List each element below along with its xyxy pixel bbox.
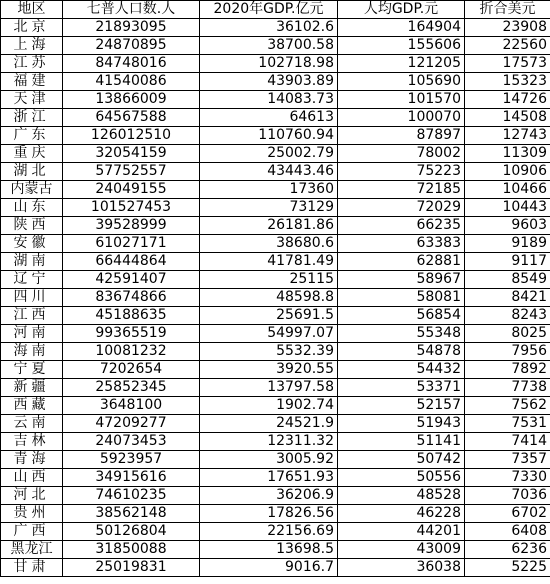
cell-usd[interactable]: 17573 (465, 55, 550, 73)
cell-usd[interactable]: 8549 (465, 271, 550, 289)
cell-usd[interactable]: 8421 (465, 289, 550, 307)
cell-gdp-per-capita[interactable]: 53371 (338, 379, 465, 397)
table-row (1, 289, 550, 307)
cell-gdp[interactable]: 1902.74 (200, 397, 338, 415)
cell-gdp[interactable]: 38680.6 (200, 235, 338, 253)
cell-population[interactable]: 25019831 (63, 559, 200, 577)
cell-region[interactable]: 江苏 (1, 55, 63, 73)
cell-region[interactable]: 西藏 (1, 397, 63, 415)
cell-gdp[interactable]: 43903.89 (200, 73, 338, 91)
cell-population[interactable]: 84748016 (63, 55, 200, 73)
cell-region[interactable]: 四川 (1, 289, 63, 307)
table-body (1, 19, 550, 577)
cell-gdp-per-capita[interactable]: 101570 (338, 91, 465, 109)
cell-usd[interactable]: 7330 (465, 469, 550, 487)
cell-gdp[interactable]: 36206.9 (200, 487, 338, 505)
cell-usd[interactable]: 7531 (465, 415, 550, 433)
cell-usd[interactable]: 10466 (465, 181, 550, 199)
cell-population[interactable]: 41540086 (63, 73, 200, 91)
table-row (1, 451, 550, 469)
cell-population[interactable]: 21893095 (63, 19, 200, 37)
header-region[interactable]: 地区 (1, 1, 63, 19)
cell-usd[interactable]: 7036 (465, 487, 550, 505)
cell-region[interactable]: 广西 (1, 523, 63, 541)
cell-usd[interactable]: 14726 (465, 91, 550, 109)
cell-population[interactable]: 61027171 (63, 235, 200, 253)
cell-population[interactable]: 38562148 (63, 505, 200, 523)
header-usd[interactable]: 折合美元 (465, 1, 550, 19)
cell-gdp-per-capita[interactable]: 62881 (338, 253, 465, 271)
cell-gdp-per-capita[interactable]: 63383 (338, 235, 465, 253)
cell-gdp-per-capita[interactable]: 72029 (338, 199, 465, 217)
table-row (1, 73, 550, 91)
cell-gdp[interactable]: 3920.55 (200, 361, 338, 379)
cell-population[interactable]: 7202654 (63, 361, 200, 379)
cell-usd[interactable]: 7562 (465, 397, 550, 415)
cell-population[interactable]: 32054159 (63, 145, 200, 163)
cell-gdp-per-capita[interactable]: 46228 (338, 505, 465, 523)
table-row (1, 235, 550, 253)
cell-gdp-per-capita[interactable]: 121205 (338, 55, 465, 73)
table-row (1, 397, 550, 415)
cell-gdp-per-capita[interactable]: 58081 (338, 289, 465, 307)
cell-usd[interactable]: 14508 (465, 109, 550, 127)
cell-gdp-per-capita[interactable]: 48528 (338, 487, 465, 505)
cell-gdp-per-capita[interactable]: 78002 (338, 145, 465, 163)
cell-gdp-per-capita[interactable]: 54432 (338, 361, 465, 379)
cell-gdp-per-capita[interactable]: 164904 (338, 19, 465, 37)
cell-gdp[interactable]: 3005.92 (200, 451, 338, 469)
table-row (1, 91, 550, 109)
cell-usd[interactable]: 7414 (465, 433, 550, 451)
cell-gdp[interactable]: 36102.6 (200, 19, 338, 37)
cell-usd[interactable]: 23908 (465, 19, 550, 37)
header-gdp[interactable]: 2020年GDP.亿元 (200, 1, 338, 19)
cell-gdp-per-capita[interactable]: 100070 (338, 109, 465, 127)
cell-population[interactable]: 10081232 (63, 343, 200, 361)
cell-region[interactable]: 重庆 (1, 145, 63, 163)
cell-region[interactable]: 辽宁 (1, 271, 63, 289)
table-row (1, 523, 550, 541)
cell-gdp[interactable]: 24521.9 (200, 415, 338, 433)
cell-population[interactable]: 3648100 (63, 397, 200, 415)
cell-region[interactable]: 福建 (1, 73, 63, 91)
cell-usd[interactable]: 12743 (465, 127, 550, 145)
cell-population[interactable]: 74610235 (63, 487, 200, 505)
cell-gdp[interactable]: 25691.5 (200, 307, 338, 325)
cell-population[interactable]: 101527453 (63, 199, 200, 217)
cell-gdp[interactable]: 14083.73 (200, 91, 338, 109)
table-row (1, 487, 550, 505)
cell-gdp-per-capita[interactable]: 155606 (338, 37, 465, 55)
cell-population[interactable]: 45188635 (63, 307, 200, 325)
cell-population[interactable]: 57752557 (63, 163, 200, 181)
cell-gdp-per-capita[interactable]: 44201 (338, 523, 465, 541)
cell-region[interactable]: 湖南 (1, 253, 63, 271)
table-row (1, 181, 550, 199)
cell-gdp[interactable]: 43443.46 (200, 163, 338, 181)
cell-gdp[interactable]: 13797.58 (200, 379, 338, 397)
cell-population[interactable]: 66444864 (63, 253, 200, 271)
cell-gdp[interactable]: 54997.07 (200, 325, 338, 343)
cell-gdp[interactable]: 73129 (200, 199, 338, 217)
cell-gdp[interactable]: 9016.7 (200, 559, 338, 577)
table-row (1, 217, 550, 235)
table-row (1, 163, 550, 181)
cell-usd[interactable]: 10443 (465, 199, 550, 217)
cell-region[interactable]: 宁夏 (1, 361, 63, 379)
cell-region[interactable]: 甘肃 (1, 559, 63, 577)
cell-region[interactable]: 云南 (1, 415, 63, 433)
table-row (1, 145, 550, 163)
cell-region[interactable]: 广东 (1, 127, 63, 145)
cell-region[interactable]: 青海 (1, 451, 63, 469)
cell-population[interactable]: 83674866 (63, 289, 200, 307)
cell-population[interactable]: 99365519 (63, 325, 200, 343)
cell-usd[interactable]: 9603 (465, 217, 550, 235)
table-row (1, 109, 550, 127)
cell-gdp[interactable]: 110760.94 (200, 127, 338, 145)
table-row (1, 37, 550, 55)
cell-region[interactable]: 浙江 (1, 109, 63, 127)
table-row (1, 559, 550, 577)
header-population[interactable]: 七普人口数.人 (63, 1, 200, 19)
cell-gdp[interactable]: 38700.58 (200, 37, 338, 55)
cell-gdp-per-capita[interactable]: 54878 (338, 343, 465, 361)
cell-population[interactable]: 24073453 (63, 433, 200, 451)
cell-gdp-per-capita[interactable]: 105690 (338, 73, 465, 91)
table-row (1, 19, 550, 37)
cell-region[interactable]: 天津 (1, 91, 63, 109)
cell-usd[interactable]: 7892 (465, 361, 550, 379)
cell-usd[interactable]: 22560 (465, 37, 550, 55)
cell-population[interactable]: 50126804 (63, 523, 200, 541)
cell-gdp[interactable]: 26181.86 (200, 217, 338, 235)
cell-population[interactable]: 31850088 (63, 541, 200, 559)
cell-gdp[interactable]: 5532.39 (200, 343, 338, 361)
cell-region[interactable]: 黑龙江 (1, 541, 63, 559)
cell-gdp-per-capita[interactable]: 51943 (338, 415, 465, 433)
header-row (1, 1, 550, 19)
cell-region[interactable]: 安徽 (1, 235, 63, 253)
cell-region[interactable]: 江西 (1, 307, 63, 325)
cell-usd[interactable]: 7956 (465, 343, 550, 361)
cell-region[interactable]: 吉林 (1, 433, 63, 451)
cell-gdp[interactable]: 48598.8 (200, 289, 338, 307)
cell-gdp-per-capita[interactable]: 50742 (338, 451, 465, 469)
cell-gdp[interactable]: 13698.5 (200, 541, 338, 559)
cell-gdp-per-capita[interactable]: 72185 (338, 181, 465, 199)
cell-population[interactable]: 13866009 (63, 91, 200, 109)
cell-gdp[interactable]: 64613 (200, 109, 338, 127)
cell-usd[interactable]: 8025 (465, 325, 550, 343)
table-row (1, 415, 550, 433)
cell-usd[interactable]: 7357 (465, 451, 550, 469)
cell-population[interactable]: 24049155 (63, 181, 200, 199)
cell-gdp[interactable]: 25115 (200, 271, 338, 289)
table-row (1, 505, 550, 523)
table-row (1, 325, 550, 343)
cell-gdp-per-capita[interactable]: 66235 (338, 217, 465, 235)
cell-region[interactable]: 河北 (1, 487, 63, 505)
table-row (1, 127, 550, 145)
cell-population[interactable]: 25852345 (63, 379, 200, 397)
cell-population[interactable]: 64567588 (63, 109, 200, 127)
cell-gdp-per-capita[interactable]: 50556 (338, 469, 465, 487)
cell-population[interactable]: 126012510 (63, 127, 200, 145)
cell-usd[interactable]: 8243 (465, 307, 550, 325)
table-row (1, 469, 550, 487)
cell-region[interactable]: 河南 (1, 325, 63, 343)
cell-region[interactable]: 山西 (1, 469, 63, 487)
cell-gdp-per-capita[interactable]: 58967 (338, 271, 465, 289)
cell-usd[interactable]: 15323 (465, 73, 550, 91)
table-row (1, 199, 550, 217)
cell-gdp[interactable]: 17360 (200, 181, 338, 199)
cell-region[interactable]: 内蒙古 (1, 181, 63, 199)
cell-region[interactable]: 山东 (1, 199, 63, 217)
cell-region[interactable]: 北京 (1, 19, 63, 37)
cell-gdp[interactable]: 17651.93 (200, 469, 338, 487)
cell-gdp[interactable]: 102718.98 (200, 55, 338, 73)
cell-population[interactable]: 39528999 (63, 217, 200, 235)
cell-gdp[interactable]: 41781.49 (200, 253, 338, 271)
cell-usd[interactable]: 9117 (465, 253, 550, 271)
cell-usd[interactable]: 5225 (465, 559, 550, 577)
table-row (1, 307, 550, 325)
cell-region[interactable]: 贵州 (1, 505, 63, 523)
cell-gdp-per-capita[interactable]: 75223 (338, 163, 465, 181)
cell-usd[interactable]: 6702 (465, 505, 550, 523)
cell-gdp-per-capita[interactable]: 55348 (338, 325, 465, 343)
cell-region[interactable]: 陕西 (1, 217, 63, 235)
cell-usd[interactable]: 6408 (465, 523, 550, 541)
cell-population[interactable]: 47209277 (63, 415, 200, 433)
table-row (1, 253, 550, 271)
cell-gdp[interactable]: 25002.79 (200, 145, 338, 163)
table-row (1, 55, 550, 73)
cell-population[interactable]: 34915616 (63, 469, 200, 487)
cell-population[interactable]: 5923957 (63, 451, 200, 469)
header-gdp-per-capita[interactable]: 人均GDP.元 (338, 1, 465, 19)
cell-region[interactable]: 上海 (1, 37, 63, 55)
cell-gdp-per-capita[interactable]: 43009 (338, 541, 465, 559)
cell-gdp[interactable]: 17826.56 (200, 505, 338, 523)
cell-region[interactable]: 湖北 (1, 163, 63, 181)
table-row (1, 433, 550, 451)
table-row (1, 379, 550, 397)
cell-gdp-per-capita[interactable]: 87897 (338, 127, 465, 145)
table-row (1, 361, 550, 379)
cell-usd[interactable]: 11309 (465, 145, 550, 163)
cell-usd[interactable]: 9189 (465, 235, 550, 253)
cell-usd[interactable]: 7738 (465, 379, 550, 397)
cell-gdp[interactable]: 12311.32 (200, 433, 338, 451)
cell-gdp[interactable]: 22156.69 (200, 523, 338, 541)
table-row (1, 343, 550, 361)
cell-population[interactable]: 24870895 (63, 37, 200, 55)
cell-usd[interactable]: 10906 (465, 163, 550, 181)
cell-region[interactable]: 新疆 (1, 379, 63, 397)
cell-usd[interactable]: 6236 (465, 541, 550, 559)
cell-region[interactable]: 海南 (1, 343, 63, 361)
cell-gdp-per-capita[interactable]: 36038 (338, 559, 465, 577)
cell-gdp-per-capita[interactable]: 56854 (338, 307, 465, 325)
cell-population[interactable]: 42591407 (63, 271, 200, 289)
cell-gdp-per-capita[interactable]: 52157 (338, 397, 465, 415)
table-row (1, 541, 550, 559)
cell-gdp-per-capita[interactable]: 51141 (338, 433, 465, 451)
table-row (1, 271, 550, 289)
